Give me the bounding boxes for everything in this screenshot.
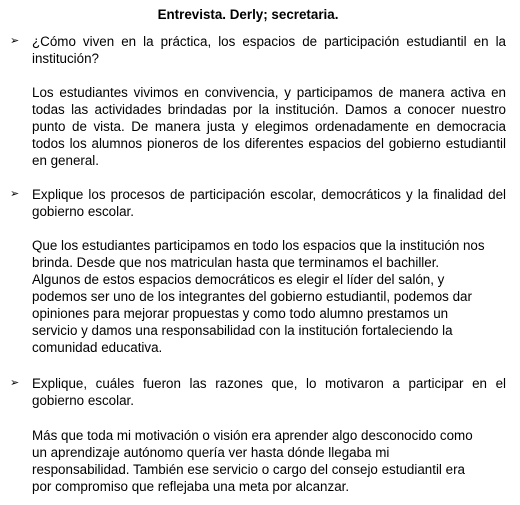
answer-2-line: opiniones para mejorar propuestas y como todo alumno prestamos un <box>32 306 449 321</box>
arrow-bullet-icon: ➢ <box>10 35 20 47</box>
answer-2-line: brinda. Desde que nos matriculan hasta que terminamos el bachiller. <box>32 255 440 270</box>
question-3 <box>10 375 506 409</box>
answer-1: Los estudiantes vivimos en convivencia, y participamos de manera activa en todas las actividades brindadas por la institución. Damos a conocer nuestro punto de vista. De manera justa y elegimos ordenadamente en democracia todos los alumnos pioneros de los diferentes espacios del gobierno estudiantil en general. <box>32 85 506 168</box>
question-1 <box>10 33 506 67</box>
answer-3-line: Más que toda mi motivación o visión era aprender algo desconocido como <box>32 428 473 443</box>
question-3-text: Explique, cuáles fueron las razones que, lo motivaron a participar en el gobierno escolar. <box>32 376 506 408</box>
arrow-bullet-icon: ➢ <box>10 188 20 200</box>
answer-2-line: podemos ser uno de los integrantes del gobierno estudiantil, podemos dar <box>32 289 472 304</box>
answer-3-line: responsabilidad. También ese servicio o cargo del consejo estudiantil era <box>32 462 465 477</box>
answer-2-line: servicio y damos una responsabilidad con la institución fortaleciendo la <box>32 323 453 338</box>
question-2-text: Explique los procesos de participación escolar, democráticos y la finalidad del gobierno escolar. <box>32 187 506 219</box>
answer-3-line: un aprendizaje autónomo quería ver hasta dónde llegaba mi <box>32 445 390 460</box>
answer-2 <box>32 237 506 356</box>
answer-3 <box>32 427 506 495</box>
page-title: Entrevista. Derly; secretaria. <box>157 7 339 22</box>
answer-2-line: Algunos de estos espacios democráticos es elegir el líder del salón, y <box>32 272 445 287</box>
answer-3-line: por compromiso que reflejaba una meta por alcanzar. <box>32 479 350 494</box>
question-2 <box>10 186 506 220</box>
answer-2-line: Que los estudiantes participamos en todo los espacios que la institución nos <box>32 238 485 253</box>
question-1-text: ¿Cómo viven en la práctica, los espacios de participación estudiantil en la institución? <box>32 34 506 66</box>
answer-2-line: comunidad educativa. <box>32 340 163 355</box>
arrow-bullet-icon: ➢ <box>10 377 20 389</box>
